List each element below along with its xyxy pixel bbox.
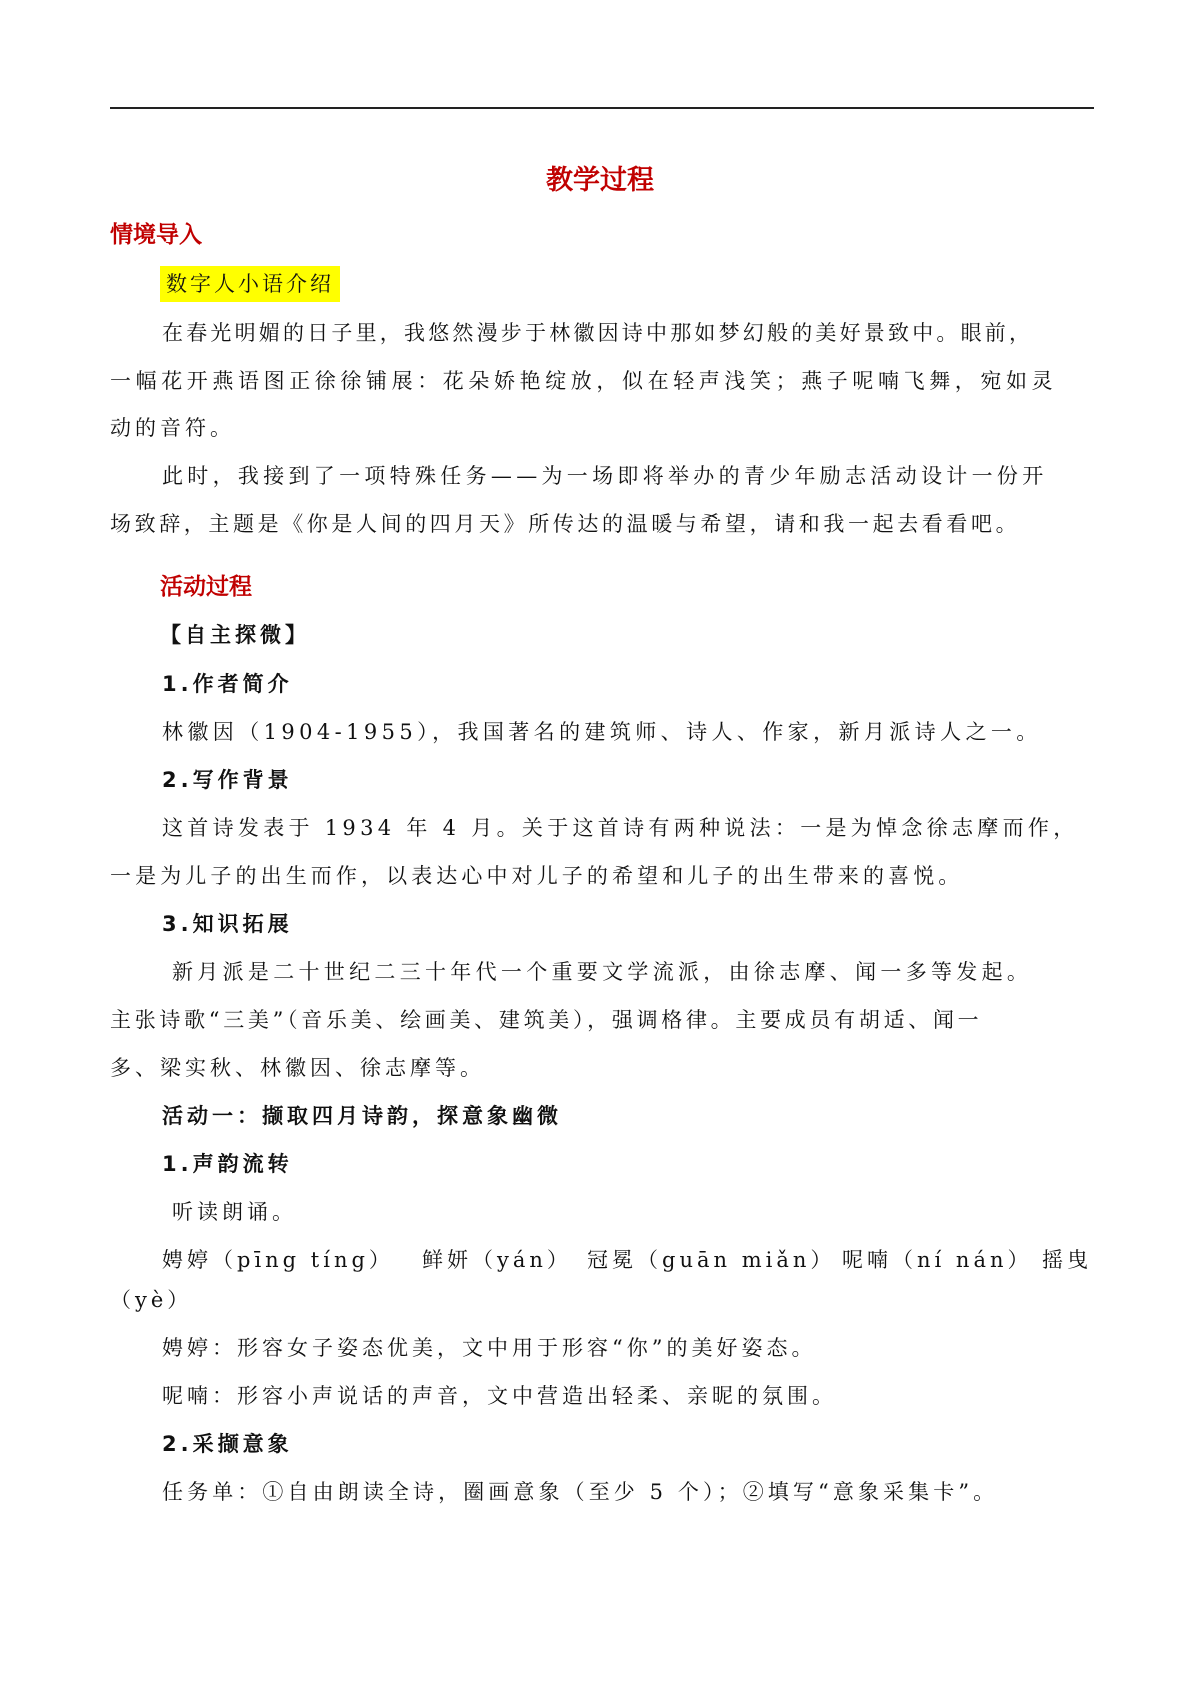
imagery-heading: 2.采撷意象 xyxy=(162,1432,293,1456)
background-text: 一是为儿子的出生而作，以表达心中对儿子的希望和儿子的出生带来的喜悦。 xyxy=(110,864,964,888)
listen-text: 听读朗诵。 xyxy=(172,1200,297,1224)
task-text: 任务单：①自由朗读全诗，圈画意象（至少 5 个）；②填写“意象采集卡”。 xyxy=(162,1480,999,1504)
knowledge-text: 多、梁实秋、林徽因、徐志摩等。 xyxy=(110,1056,485,1080)
paragraph-line: 一幅花开燕语图正徐徐铺展：花朵娇艳绽放，似在轻声浅笑；燕子呢喃飞舞，宛如灵 xyxy=(110,369,1058,393)
pinyin-item: 呢喃（ní nán） xyxy=(842,1248,1033,1272)
definition-text: 呢喃：形容小声说话的声音，文中营造出轻柔、亲昵的氛围。 xyxy=(162,1384,837,1408)
knowledge-heading: 3.知识拓展 xyxy=(162,912,293,936)
paragraph-line: 在春光明媚的日子里，我悠然漫步于林徽因诗中那如梦幻般的美好景致中。眼前， xyxy=(162,321,1034,345)
paragraph-line: 动的音符。 xyxy=(110,416,235,440)
background-heading: 2.写作背景 xyxy=(162,768,293,792)
highlight-label: 数字人小语介绍 xyxy=(160,266,340,302)
page-title: 教学过程 xyxy=(546,165,654,196)
background-text: 这首诗发表于 1934 年 4 月。关于这首诗有两种说法：一是为悼念徐志摩而作， xyxy=(162,816,1079,840)
section-heading-intro: 情境导入 xyxy=(110,222,202,248)
author-heading: 1.作者简介 xyxy=(162,672,293,696)
pinyin-item: 娉婷（pīng tíng） xyxy=(162,1248,394,1272)
header-rule xyxy=(110,107,1094,109)
knowledge-text: 主张诗歌“三美”（音乐美、绘画美、建筑美），强调格律。主要成员有胡适、闻一 xyxy=(110,1008,983,1032)
pinyin-item: 冠冕（guān miǎn） xyxy=(587,1248,836,1272)
author-text: 林徽因（1904-1955），我国著名的建筑师、诗人、作家，新月派诗人之一。 xyxy=(162,720,1042,744)
paragraph-line: 场致辞，主题是《你是人间的四月天》所传达的温暖与希望，请和我一起去看看吧。 xyxy=(110,512,1021,536)
section-heading-activity: 活动过程 xyxy=(160,574,252,600)
autonomy-label: 【自主探微】 xyxy=(160,623,310,647)
definition-text: 娉婷：形容女子姿态优美，文中用于形容“你”的美好姿态。 xyxy=(162,1336,817,1360)
paragraph-line: 此时，我接到了一项特殊任务——为一场即将举办的青少年励志活动设计一份开 xyxy=(162,464,1048,488)
activity1-heading: 活动一：撷取四月诗韵，探意象幽微 xyxy=(162,1104,562,1128)
rhyme-heading: 1.声韵流转 xyxy=(162,1152,293,1176)
pinyin-item: 鲜妍（yán） xyxy=(422,1248,572,1272)
pinyin-item: （yè） xyxy=(110,1288,193,1312)
pinyin-item: 摇曳 xyxy=(1042,1248,1092,1272)
knowledge-text: 新月派是二十世纪二三十年代一个重要文学流派，由徐志摩、闻一多等发起。 xyxy=(172,960,1033,984)
